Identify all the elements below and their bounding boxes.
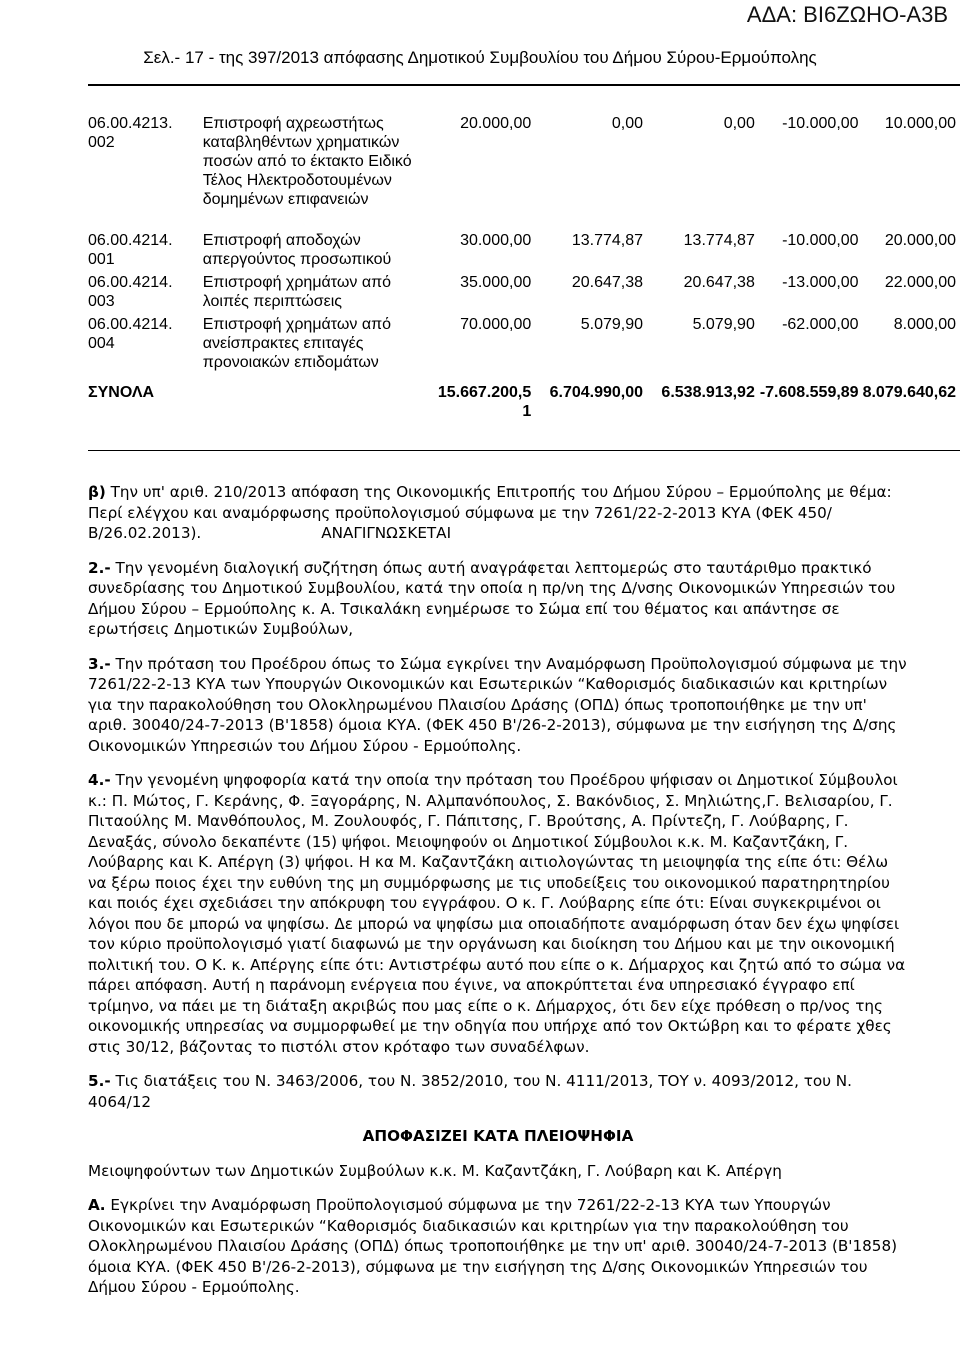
- decision-body: [88, 482, 908, 1312]
- total-value: 6.704.990,00: [549, 384, 644, 401]
- paragraph-label: 4.-: [88, 771, 111, 789]
- row-value: 0,00: [723, 115, 755, 132]
- total-value: -7.608.559,89: [759, 384, 859, 401]
- ada-code: ΑΔΑ: ΒΙ6ΖΩΗΟ-Α3Β: [746, 2, 948, 27]
- paragraph-b: [88, 482, 908, 544]
- row-value: 35.000,00: [460, 274, 532, 291]
- row-value: -62.000,00: [782, 316, 859, 333]
- paragraph-label: β): [88, 483, 106, 501]
- budget-table: [88, 110, 960, 443]
- table-row: [88, 315, 960, 381]
- table-row: [88, 273, 960, 315]
- decision-heading: [88, 1126, 908, 1147]
- paragraph-text: Την γενομένη ψηφοφορία κατά την οποία την πρόταση του Προέδρου ψήφισαν οι Δημοτικοί Σύμβουλοι κ.: Π. Μώτος, Γ. Κεράνης, Φ. Ξαγοράρης, Ν. Αλμπανόπουλος, Σ. Βακόνδιος, Σ. Μηλιώτης,Γ. Βελισαρίου, Γ. Πιταούλης Μ. Μανθόπουλος, Μ. Ζουλουφός, Γ. Πάπιτσης, Γ. Βρούτσης, Α. Πρίντεζη, Γ. Λούβαρης, Γ. Δεναξάς, σύνολο δεκαπέντε (15) ψήφοι. Μειοψηφούν οι Δημοτικοί Σύμβουλοι κ.κ. Μ. Καζαντζάκη, Γ. Λούβαρης και Κ. Απέργη (3) ψήφοι. Η κα Μ. Καζαντζάκη αιτιολογώντας τη μειοψηφία της είπε ότι: Θέλω να ξέρω ποιος έχει την ευθύνη της μη συμμόρφωσης με τις υποδείξεις του οικονομικού παρατηρητηρίου και ποιός έχει σχεδιάσει την απόκρυφη του εγγράφου. Ο κ. Γ. Λούβαρης είπε ότι: Είναι συγκεκριμένοι οι λόγοι που δε μπορώ να ψηφίσω. Δε μπορώ να ψηφίσω μια οποιαδήποτε αναμόρφωση όταν δεν έχω ψηφίσει τον κύριο προϋπολογισμό γιατί διαφωνώ με την οργάνωση και διοίκηση του Δήμου και με την οικονομική πολιτική του. Ο Κ. κ. Απέργης είπε ότι: Αντιστρέφω αυτό που είπε ο κ. Δήμαρχος και ζητώ από το σώμα να πάρει απόφαση. Αυτή η παράνομη ενέργεια που έγινε, να αποκρύπτεται ένα υπηρεσιακό έγγραφο επί τρίμηνο, να πάει με τη διάταξη ακριβώς που μας είπε ο κ. Δήμαρχος, ότι δεν είχε πρόθεση ο πρ/νος της οικονομικής υπηρεσίας να συμμορφωθεί με την οδηγία που υπήρχε από τον Οκτώβρη και το φέρατε χθες στις 30/12, βάζοντας το πιστόλι στον κρόταφο των συναδέλφων.: [88, 771, 906, 1056]
- paragraph-5: [88, 1071, 908, 1112]
- paragraph-label: 5.-: [88, 1072, 111, 1090]
- row-value: 13.774,87: [683, 232, 755, 249]
- total-value: 8.079.640,62: [862, 384, 956, 401]
- paragraph-3: [88, 654, 908, 757]
- paragraph-label: Α.: [88, 1196, 106, 1214]
- row-description: Επιστροφή αποδοχών απεργούντος προσωπικού: [202, 232, 392, 268]
- paragraph-2: [88, 558, 908, 640]
- row-code: 06.00.4213. 002: [88, 115, 173, 151]
- table-row: [88, 231, 960, 273]
- row-value: -10.000,00: [782, 115, 859, 132]
- heading-text: ΑΠΟΦΑΣΙΖΕΙ ΚΑΤΑ ΠΛΕΙΟΨΗΦΙΑ: [362, 1127, 634, 1145]
- row-value: -13.000,00: [782, 274, 859, 291]
- row-value: 0,00: [611, 115, 644, 132]
- row-code: 06.00.4214. 003: [88, 274, 173, 310]
- table-bottom-border: [88, 450, 960, 451]
- row-value: 8.000,00: [893, 316, 956, 333]
- row-value: -10.000,00: [782, 232, 859, 249]
- totals-row: [88, 381, 960, 443]
- row-description: Επιστροφή αχρεωστήτως καταβληθέντων χρηματικών ποσών από το έκτακτο Ειδικό Τέλος Ηλεκτροδοτουμένων δομημένων επιφανειών: [202, 115, 412, 208]
- total-value: 15.667.200,51: [437, 384, 532, 420]
- row-value: 30.000,00: [460, 232, 532, 249]
- row-code: 06.00.4214. 001: [88, 232, 173, 268]
- paragraph-text: Τις διατάξεις του Ν. 3463/2006, του Ν. 3852/2010, του Ν. 4111/2013, ΤΟΥ ν. 4093/2012, του Ν. 4064/12: [88, 1072, 852, 1111]
- row-value: 20.647,38: [683, 274, 755, 291]
- page-header: Σελ.- 17 - της 397/2013 απόφασης Δημοτικού Συμβουλίου του Δήμου Σύρου-Ερμούπολης: [143, 48, 817, 67]
- row-value: 20.000,00: [460, 115, 532, 132]
- paragraph-text: Την πρόταση του Προέδρου όπως το Σώμα εγκρίνει την Αναμόρφωση Προϋπολογισμού σύμφωνα με την 7261/22-2-13 ΚΥΑ των Υπουργών Οικονομικών και Εσωτερικών “Καθορισμός διαδικασιών και κριτηρίων για την παρακολούθηση του Ολοκληρωμένου Πλαισίου Δράσης (ΟΠΔ) όπως τροποποιήθηκε με την υπ' αριθ. 30040/24-7-2013 (Β'1858) όμοια ΚΥΑ. (ΦΕΚ 450 Β'/26-2-2013), σύμφωνα με την εισήγηση της Δ/σης Οικονομικών Υπηρεσιών του Δήμου Σύρου - Ερμούπολης.: [88, 654, 907, 755]
- row-description: Επιστροφή χρημάτων από λοιπές περιπτώσεις: [202, 274, 391, 310]
- paragraph-label: 2.-: [88, 558, 111, 577]
- row-value: 20.000,00: [884, 232, 956, 249]
- paragraph-4: [88, 770, 908, 1057]
- row-code: 06.00.4214. 004: [88, 316, 173, 352]
- paragraph-text: Εγκρίνει την Αναμόρφωση Προϋπολογισμού σύμφωνα με την 7261/22-2-13 ΚΥΑ των Υπουργών Οικονομικών και Εσωτερικών “Καθορισμός διαδικασιών και κριτηρίων για την παρακολούθηση του Ολοκληρωμένου Πλαισίου Δράσης (ΟΠΔ) όπως τροποποιήθηκε με την υπ' αριθ. 30040/24-7-2013 (Β'1858) όμοια ΚΥΑ. (ΦΕΚ 450 Β'/26-2-2013), σύμφωνα με την εισήγηση της Δ/σης Οικονομικών Υπηρεσιών του Δήμου Σύρου - Ερμούπολης.: [88, 1196, 898, 1296]
- row-value: 5.079,90: [692, 316, 755, 333]
- row-value: 20.647,38: [571, 274, 644, 291]
- paragraph-text: Την γενομένη διαλογική συζήτηση όπως αυτή αναγράφεται λεπτομερώς στο ταυτάριθμο πρακτικό συνεδρίασης του Δημοτικού Συμβουλίου, κατά την οποία η πρ/νη της Δ/νσης Οικονομικών Υπηρεσιών του Δήμου Σύρου – Ερμούπολης κ. Α. Τσικαλάκη ενημέρωσε το Σώμα επί του θέματος και απάντησε σε ερωτήσεις Δημοτικών Συμβούλων,: [88, 558, 896, 638]
- row-value: 70.000,00: [460, 316, 532, 333]
- total-value: 6.538.913,92: [661, 384, 755, 401]
- row-value: 13.774,87: [571, 232, 644, 249]
- row-value: 5.079,90: [580, 316, 644, 333]
- read-marker: ΑΝΑΓΙΓΝΩΣΚΕΤΑΙ: [321, 524, 452, 542]
- row-value: 10.000,00: [884, 115, 956, 132]
- totals-label: ΣΥΝΟΛΑ: [88, 384, 155, 401]
- row-description: Επιστροφή χρημάτων από ανείσπρακτες επιταγές προνοιακών επιδομάτων: [202, 316, 391, 371]
- paragraph-text: Την υπ' αριθ. 210/2013 απόφαση της Οικονομικής Επιτροπής του Δήμου Σύρου – Ερμούπολης με θέμα: Περί ελέγχου και αναμόρφωσης προϋπολογισμού σύμφωνα με την 7261/22-2-2013 ΚΥΑ (ΦΕΚ 450/Β/26.02.2013).: [88, 483, 892, 542]
- paragraph-label: 3.-: [88, 654, 111, 673]
- header-divider: [88, 84, 960, 86]
- minority-note: Μειοψηφούντων των Δημοτικών Συμβούλων κ.κ. Μ. Καζαντζάκη, Γ. Λούβαρη και Κ. Απέργη: [88, 1161, 782, 1180]
- row-value: 22.000,00: [884, 274, 956, 291]
- paragraph-a: [88, 1195, 908, 1298]
- table-row: [88, 110, 960, 231]
